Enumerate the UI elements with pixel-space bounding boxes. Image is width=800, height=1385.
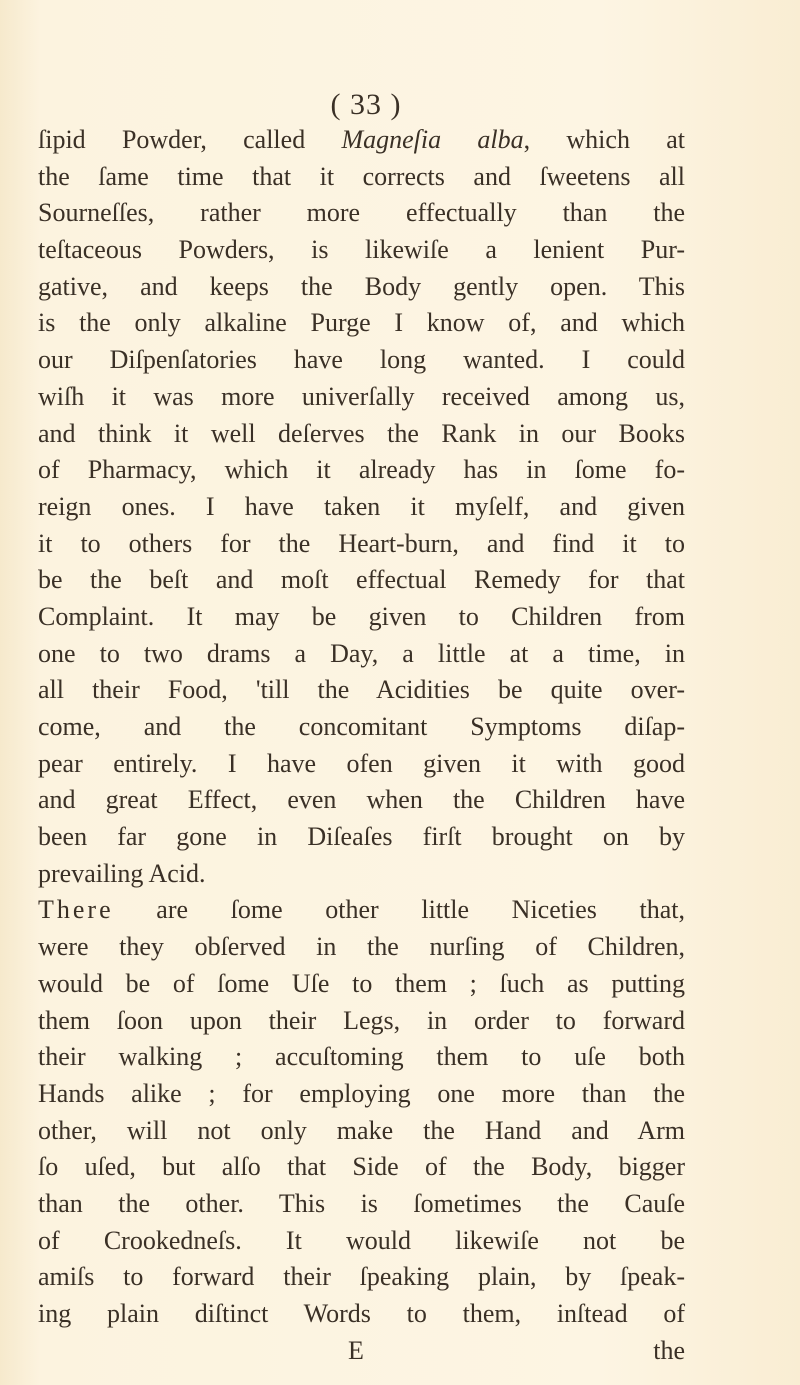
text-segment: other, will not only make the Hand and Arm <box>38 1115 685 1145</box>
text-line <box>38 856 685 893</box>
text-segment: pear entirely. I have ofen given it with good <box>38 748 685 778</box>
text-segment: it to others for the Heart-burn, and find it to <box>38 528 685 558</box>
catchword: the <box>653 1336 685 1365</box>
small-caps-word: There <box>38 895 114 925</box>
text-segment: been far gone in Diſeaſes firſt brought on by <box>38 822 685 852</box>
text-segment: and great Effect, even when the Children have <box>38 785 685 815</box>
text-segment: are ſome other little Niceties that, <box>113 895 685 925</box>
text-line <box>38 1186 685 1223</box>
text-line <box>38 1296 685 1333</box>
text-line <box>38 416 685 453</box>
text-segment: them ſoon upon their Legs, in order to forward <box>38 1005 685 1035</box>
text-segment: is the only alkaline Purge I know of, and which <box>38 308 685 338</box>
text-line <box>38 195 685 232</box>
text-line <box>38 1223 685 1260</box>
text-segment: , which at <box>523 125 685 154</box>
text-segment: of Crookedneſs. It would likewiſe not be <box>38 1225 685 1255</box>
text-line <box>38 489 685 526</box>
text-segment: Complaint. It may be given to Children from <box>38 601 685 631</box>
text-line <box>38 1076 685 1113</box>
text-line <box>38 1149 685 1186</box>
text-line <box>38 966 685 1003</box>
text-line <box>38 709 685 746</box>
text-segment: all their Food, 'till the Acidities be quite over- <box>38 675 685 705</box>
text-segment: the ſame time that it corrects and ſweetens all <box>38 161 685 191</box>
text-segment: prevailing Acid. <box>38 858 206 888</box>
text-segment: our Diſpenſatories have long wanted. I could <box>38 345 685 375</box>
italic-term: Magneſia alba <box>341 125 524 154</box>
text-line <box>38 746 685 783</box>
text-segment: ing plain diſtinct Words to them, inſtead of <box>38 1299 685 1328</box>
text-line <box>38 1259 685 1296</box>
text-segment: one to two drams a Day, a little at a time, in <box>38 638 685 668</box>
text-segment: were they obſerved in the nurſing of Children, <box>38 932 685 962</box>
signature-mark: E <box>348 1336 364 1365</box>
text-line <box>38 1003 685 1040</box>
text-line <box>38 159 685 196</box>
page-number: ( 33 ) <box>330 88 402 121</box>
text-segment: Sourneſſes, rather more effectually than the <box>38 198 685 228</box>
text-segment: would be of ſome Uſe to them ; ſuch as putting <box>38 968 685 998</box>
text-segment: reign ones. I have taken it myſelf, and given <box>38 491 685 521</box>
body-text <box>38 122 685 1333</box>
text-segment: ſo uſed, but alſo that Side of the Body, bigger <box>38 1152 685 1182</box>
text-line <box>38 1039 685 1076</box>
text-line <box>38 672 685 709</box>
text-line <box>38 232 685 269</box>
text-line <box>38 782 685 819</box>
text-segment: wiſh it was more univerſally received among us, <box>38 381 685 411</box>
text-segment: of Pharmacy, which it already has in ſome fo- <box>38 455 685 485</box>
text-line <box>38 452 685 489</box>
text-line <box>38 636 685 673</box>
text-line <box>38 1113 685 1150</box>
text-line <box>38 305 685 342</box>
text-line <box>38 122 685 159</box>
text-line <box>38 342 685 379</box>
text-segment: their walking ; accuſtoming them to uſe both <box>38 1042 685 1072</box>
text-line <box>38 269 685 306</box>
text-line <box>38 929 685 966</box>
text-line <box>38 379 685 416</box>
text-line <box>38 819 685 856</box>
text-line <box>38 599 685 636</box>
text-line <box>38 562 685 599</box>
text-segment: and think it well deſerves the Rank in our Books <box>38 418 685 448</box>
text-line <box>38 526 685 563</box>
text-segment: teſtaceous Powders, is likewiſe a lenient Pur- <box>38 235 685 265</box>
text-segment: Hands alike ; for employing one more than the <box>38 1078 685 1108</box>
text-segment: amiſs to forward their ſpeaking plain, by ſpeak- <box>38 1262 685 1292</box>
text-segment: come, and the concomitant Symptoms diſap- <box>38 712 685 741</box>
text-segment: be the beſt and moſt effectual Remedy for that <box>38 565 685 595</box>
text-line <box>38 892 685 929</box>
page-footer <box>38 1333 685 1370</box>
text-segment: than the other. This is ſometimes the Cauſe <box>38 1188 685 1218</box>
text-segment: ſipid Powder, called <box>38 125 342 154</box>
text-segment: gative, and keeps the Body gently open. This <box>38 271 685 301</box>
